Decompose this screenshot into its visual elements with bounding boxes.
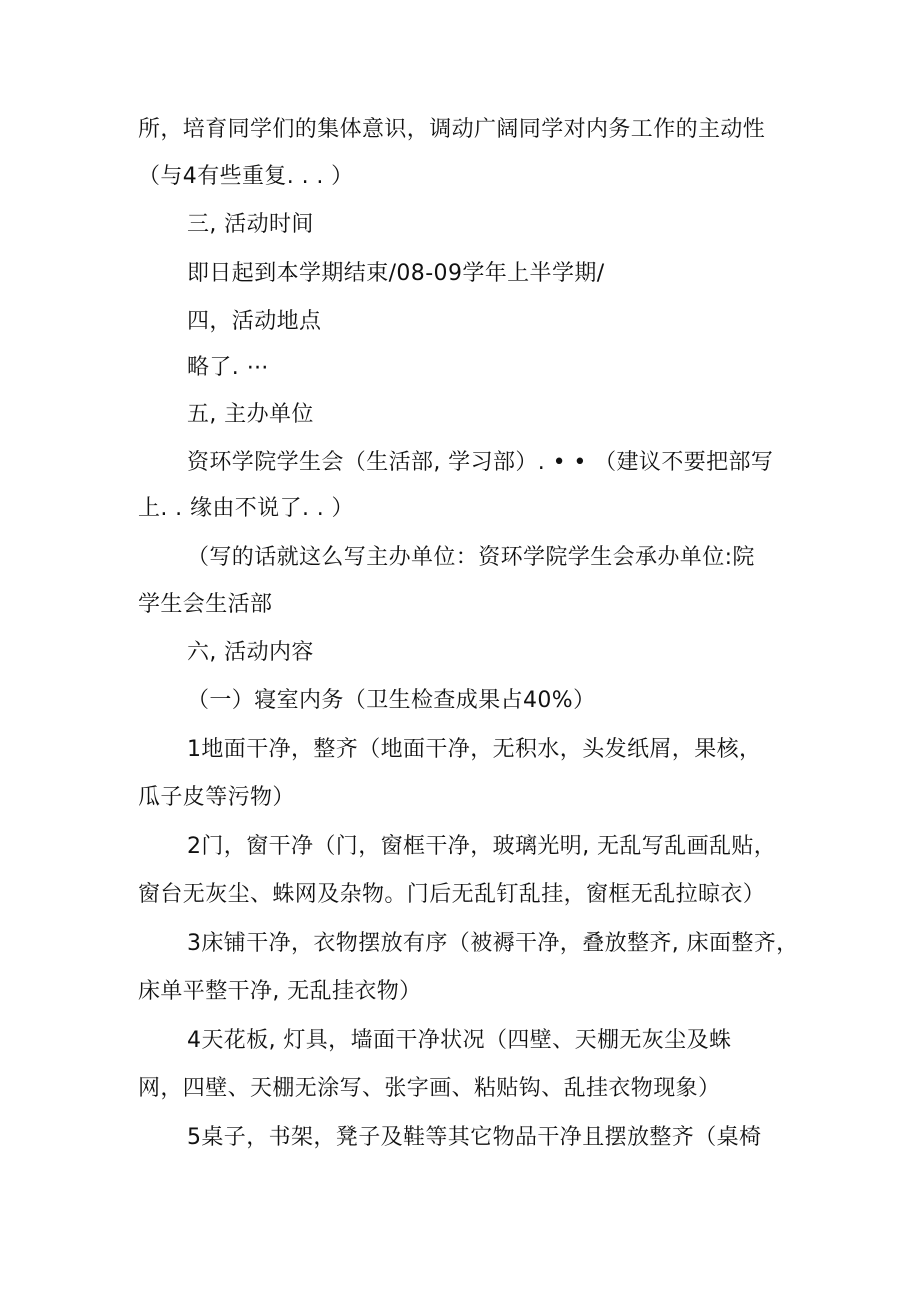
list-item-4: 4天花板, 灯具，墙面干净状况（四壁、天棚无灰尘及蛛 xyxy=(187,1028,732,1053)
list-item-1-cont: 瓜子皮等污物） xyxy=(138,785,295,810)
list-item-5: 5桌子，书架，凳子及鞋等其它物品干净且摆放整齐（桌椅 xyxy=(187,1125,762,1150)
text-line-organizer-suggestion-cont: 学生会生活部 xyxy=(138,592,273,617)
list-item-1: 1地面干净，整齐（地面干净，无积水，头发纸屑，果核， xyxy=(187,737,762,762)
section-heading-time: 三, 活动时间 xyxy=(187,212,314,237)
section-heading-content: 六, 活动内容 xyxy=(187,640,314,665)
list-item-4-cont: 网，四壁、天棚无涂写、张字画、粘贴钩、乱挂衣物现象） xyxy=(138,1076,721,1101)
text-line-intro-continued: 所，培育同学们的集体意识，调动广阔同学对内务工作的主动性 xyxy=(138,117,766,142)
text-line-organizer-note: 上. . 缘由不说了. . ） xyxy=(138,496,354,521)
text-line-organizer-suggestion: （写的话就这么写主办单位：资环学院学生会承办单位:院 xyxy=(187,545,755,570)
subsection-heading-dorm: （一）寝室内务（卫生检查成果占40%） xyxy=(187,688,596,713)
text-line-time-detail: 即日起到本学期结束/08-09学年上半学期/ xyxy=(187,261,605,286)
list-item-2-cont: 窗台无灰尘、蛛网及杂物。门后无乱钉乱挂，窗框无乱拉晾衣） xyxy=(138,882,766,907)
section-heading-organizer: 五, 主办单位 xyxy=(187,402,314,427)
section-heading-location: 四，活动地点 xyxy=(187,309,322,334)
text-line-note-repeat: （与4有些重复. . . ） xyxy=(138,164,354,189)
list-item-2: 2门，窗干净（门，窗框干净，玻璃光明, 无乱写乱画乱贴， xyxy=(187,834,777,859)
list-item-3-cont: 床单平整干净, 无乱挂衣物） xyxy=(138,979,422,1004)
list-item-3: 3床铺干净，衣物摆放有序（被褥干净，叠放整齐, 床面整齐， xyxy=(187,931,799,956)
text-line-organizer-detail: 资环学院学生会（生活部, 学习部）. • • （建议不要把部写 xyxy=(187,450,774,475)
text-line-location-detail: 略了. ⋯ xyxy=(187,355,269,380)
